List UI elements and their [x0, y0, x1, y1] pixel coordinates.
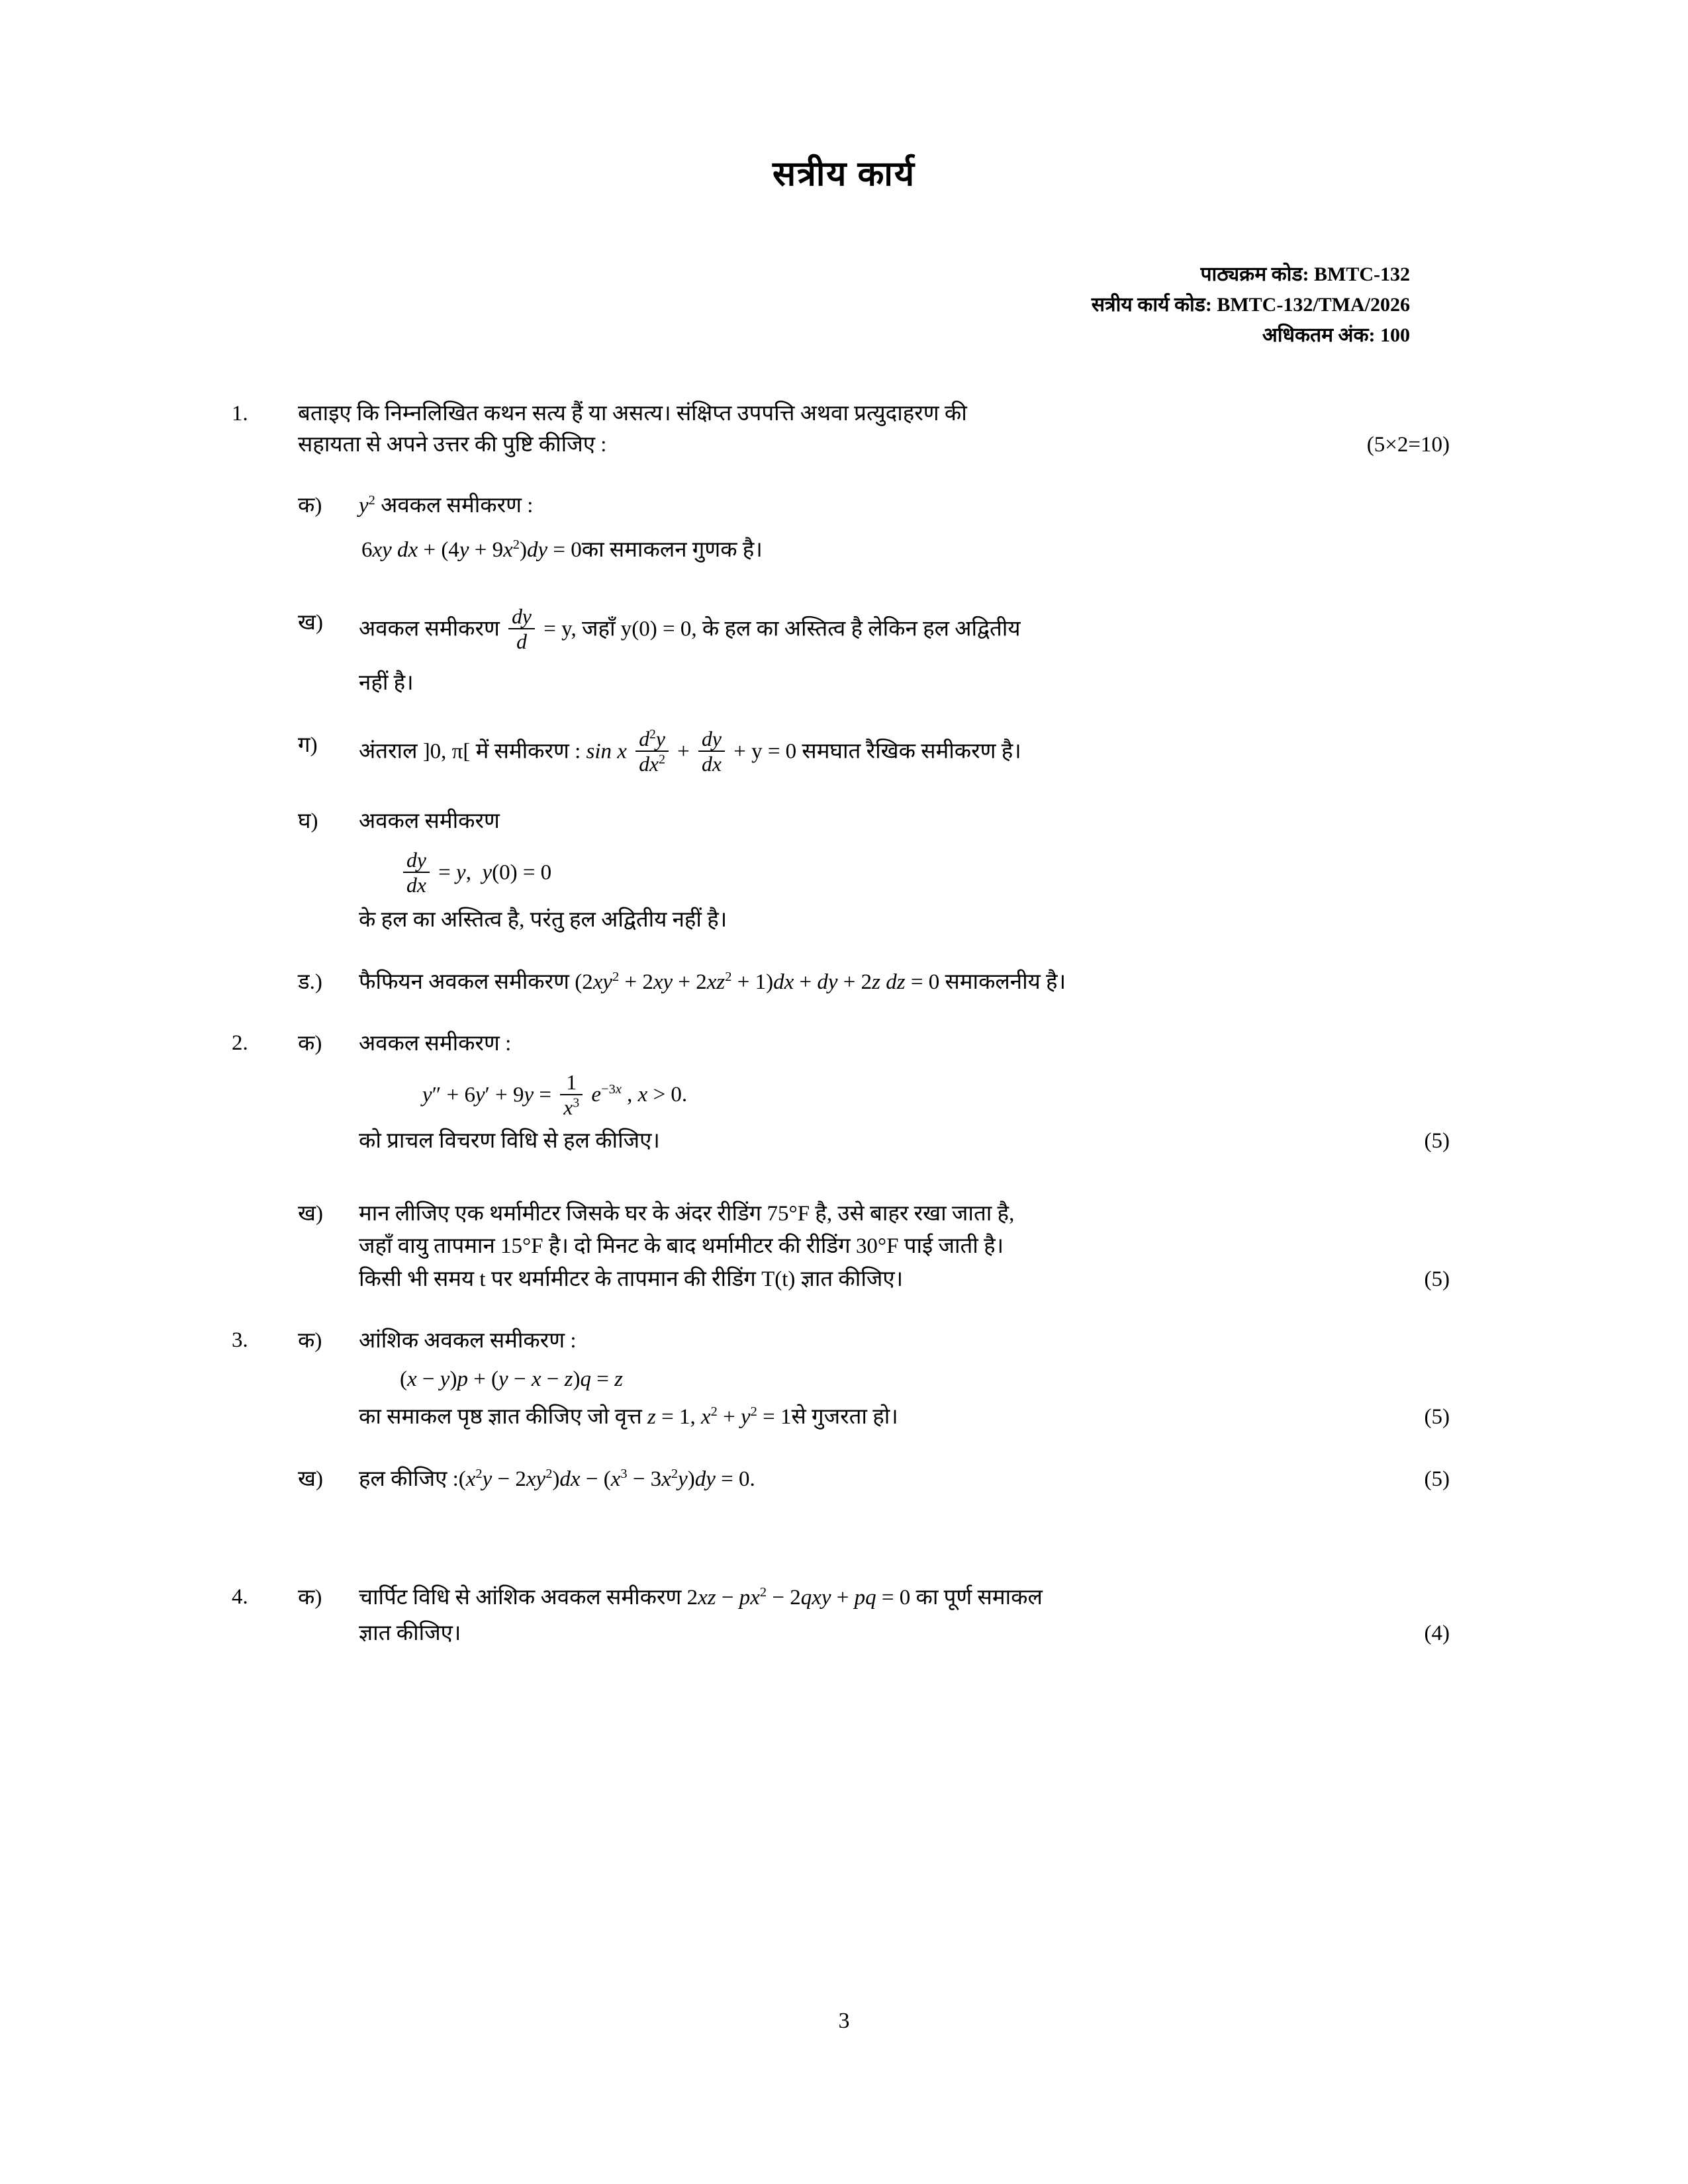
question-2-part-a-label: क)	[298, 1032, 322, 1056]
question-1-part-d-text-1: अवकल समीकरण	[359, 809, 500, 834]
question-1-part-a-text: अवकल समीकरण :	[381, 493, 534, 518]
q4a-equation: $2xz - px^2 - 2qxy$ + pq = 0	[686, 1585, 911, 1610]
question-2-part-a-text-2: को प्राचल विचरण विधि से हल कीजिए।	[359, 1129, 660, 1154]
question-2-number: 2.	[232, 1031, 248, 1056]
question-4-number: 4.	[232, 1585, 248, 1610]
question-2-part-b-label: ख)	[298, 1201, 323, 1226]
question-4-part-a-text-2: का पूर्ण समाकल	[915, 1586, 1043, 1610]
question-4-part-a-marks: (4)	[1424, 1621, 1450, 1645]
q1d-equation-rhs: = y, y(0) = 0	[438, 860, 552, 884]
q1d-fraction-dy-dx: $\frac{dy}{dx}$	[403, 849, 430, 897]
question-3-part-b-label: ख)	[298, 1467, 323, 1491]
question-2-part-a-text-1: अवकल समीकरण :	[359, 1032, 512, 1056]
question-1-part-b-label: ख)	[298, 610, 323, 635]
question-2-part-b-line-1: मान लीजिए एक थर्मामीटर जिसके घर के अंदर रीडिंग 75°F है, उसे बाहर रखा जाता है,	[359, 1201, 1015, 1226]
question-1-marks: (5×2=10)	[1366, 432, 1450, 457]
q1b-fraction-dy-d: $\frac{dy}{d}$	[508, 606, 535, 653]
question-4-part-a-text-1: चार्पिट विधि से आंशिक अवकल समीकरण	[359, 1586, 682, 1610]
question-1-part-a-label: क)	[298, 493, 322, 518]
question-1-part-b-text-3: नहीं है।	[359, 671, 414, 696]
max-marks-line: अधिकतम अंक: 100	[1262, 324, 1410, 346]
question-1-part-c-label: ग)	[298, 733, 318, 757]
question-list	[0, 398, 1688, 1650]
question-1-part-e-text-1: फैफियन अवकल समीकरण	[359, 970, 569, 994]
question-2-part-b-line-3: किसी भी समय t पर थर्मामीटर के तापमान की रीडिंग T(t) ज्ञात कीजिए।	[359, 1267, 904, 1291]
question-3-part-a-text-1: आंशिक अवकल समीकरण :	[359, 1329, 577, 1353]
question-3-part-b-text-1: हल कीजिए :	[359, 1467, 459, 1491]
question-3-part-b	[232, 1463, 1450, 1496]
question-4-part-a-text-3: ज्ञात कीजिए।	[359, 1621, 461, 1645]
assignment-code-line: सत्रीय कार्य कोड: BMTC-132/TMA/2026	[1091, 294, 1410, 316]
question-1-part-e-label: ड.)	[298, 970, 322, 994]
q1c-plus-1: +	[677, 739, 690, 763]
question-3-number: 3.	[232, 1328, 248, 1353]
q3a-circle-equation: z = 1, $x^2 + y^2 = 1$	[647, 1404, 792, 1430]
q1a-inline-y2: $y^2$	[359, 492, 375, 518]
course-code-line: पाठ्यक्रम कोड: BMTC-132	[1200, 263, 1410, 286]
question-1-part-c	[232, 729, 1450, 777]
question-1-stem-line-1: बताइए कि निम्नलिखित कथन सत्य हैं या असत्य। संक्षिप्त उपपत्ति अथवा प्रत्युदाहरण की	[298, 401, 967, 426]
question-1-part-e	[232, 966, 1450, 999]
question-1	[232, 398, 1450, 461]
question-1-part-d-equation-row	[359, 850, 1450, 898]
question-2-part-a	[232, 1028, 1450, 1158]
page-number: 3	[838, 2009, 850, 2033]
question-2-part-b-marks: (5)	[1424, 1267, 1450, 1291]
question-4-part-a	[232, 1582, 1450, 1650]
question-1-part-e-text-2: समाकलनीय है।	[945, 970, 1066, 994]
question-1-part-d-text-3: के हल का अस्तित्व है, परंतु हल अद्वितीय नहीं है।	[359, 908, 727, 933]
question-1-part-c-text-2: + y = 0 समघात रैखिक समीकरण है।	[733, 739, 1021, 763]
question-1-part-c-text-1: अंतराल ]0, π[ में समीकरण :	[359, 739, 581, 763]
question-1-stem-line-2: सहायता से अपने उत्तर की पुष्टि कीजिए :	[298, 432, 607, 457]
question-3-part-a-text-3: का समाकल पृष्ठ ज्ञात कीजिए जो वृत्त	[359, 1405, 642, 1430]
question-1-part-a	[232, 490, 1450, 567]
question-1-part-b	[232, 604, 1450, 700]
question-3-part-a-equation-row	[359, 1363, 1450, 1396]
question-2-part-b-line-2: जहाँ वायु तापमान 15°F है। दो मिनट के बाद थर्मामीटर की रीडिंग 30°F पाई जाती है।	[359, 1234, 1004, 1259]
q1c-sin-term: sin x	[586, 739, 627, 763]
question-3-part-a-label: क)	[298, 1329, 322, 1353]
question-1-number: 1.	[232, 401, 248, 426]
question-1-part-b-text-2: = y, जहाँ y(0) = 0, के हल का अस्तित्व है लेकिन हल अद्वितीय	[543, 616, 1021, 641]
q2a-fraction-1-x3: $\frac{1}{x^3}$	[560, 1071, 583, 1119]
question-2-part-b	[232, 1198, 1450, 1297]
question-1-part-a-text-after: का समाकलन गुणक है।	[581, 538, 763, 563]
question-3-part-b-marks: (5)	[1424, 1467, 1450, 1491]
q1c-fraction-d2y-dx2: $\frac{d^2y}{dx^2}$	[635, 728, 669, 776]
q2a-equation-rhs: $e^{-3x}$ , x > 0.	[591, 1082, 688, 1107]
header-meta-block	[0, 259, 1688, 351]
question-2-part-a-equation-row	[359, 1070, 1450, 1120]
q1c-fraction-dy-dx: $\frac{dy}{dx}$	[698, 728, 725, 776]
q2a-equation-lhs: y″ + 6y′ + 9y =	[422, 1083, 552, 1107]
q1e-equation: $(2xy^2 + 2xy + 2xz^2 + 1)dx$ + dy + 2z dz = 0	[575, 969, 940, 994]
q3a-equation: (x − y)p + (y − x − z)q = z	[400, 1367, 623, 1391]
question-3-part-a-marks: (5)	[1424, 1405, 1450, 1430]
question-1-part-b-text-1: अवकल समीकरण	[359, 616, 500, 641]
q3b-equation: $(x^2y - 2xy^2)dx - (x^3 - 3x^2y)dy = 0$.	[458, 1466, 755, 1491]
page-title: सत्रीय कार्य	[772, 156, 916, 193]
question-3-part-a-text-4: से गुजरता हो।	[791, 1405, 898, 1430]
question-4-part-a-label: क)	[298, 1586, 322, 1610]
question-3-part-a	[232, 1325, 1450, 1434]
question-1-part-d	[232, 805, 1450, 937]
question-2-part-a-marks: (5)	[1424, 1129, 1450, 1154]
question-1-part-a-equation-row	[298, 534, 1450, 567]
q1a-equation: 6xy dx + $(4y + 9x^2)dy = 0$	[361, 537, 582, 563]
question-1-stem	[298, 398, 1450, 461]
question-1-part-d-label: घ)	[298, 809, 318, 834]
